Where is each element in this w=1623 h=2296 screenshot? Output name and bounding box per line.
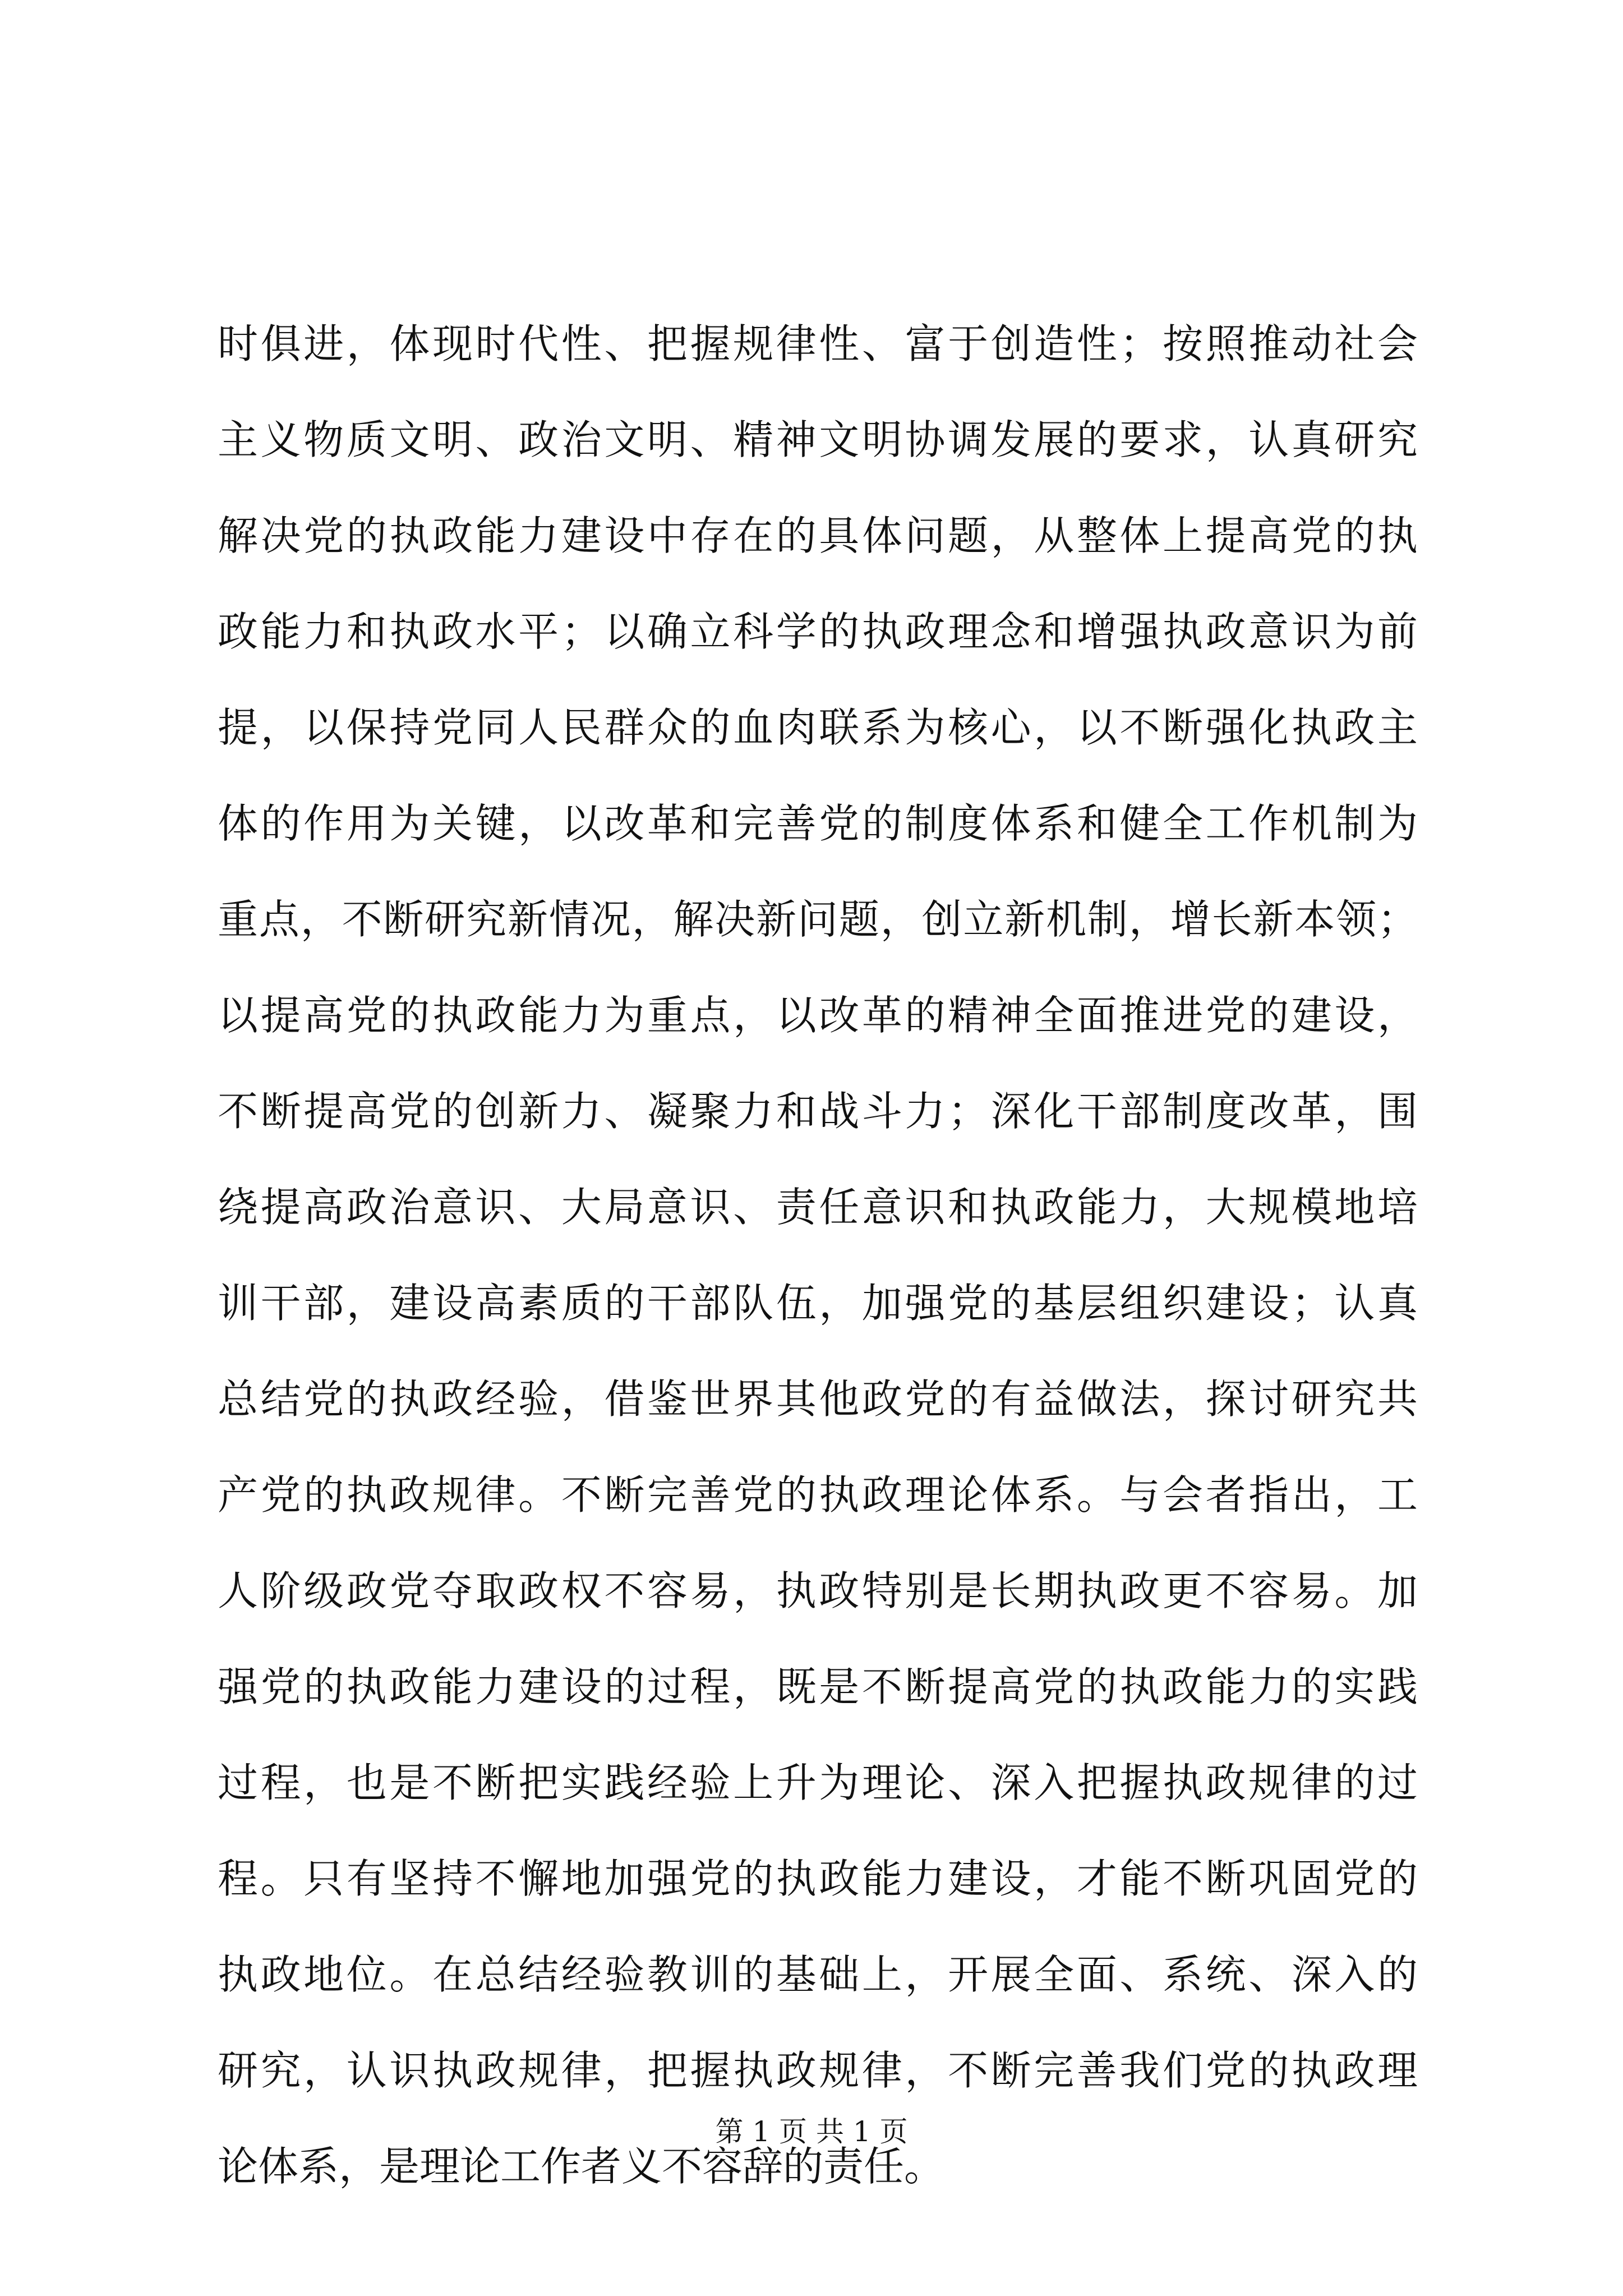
text-line: 体的作用为关键，以改革和完善党的制度体系和健全工作机制为 — [218, 800, 1418, 847]
text-line-last: 论体系，是理论工作者义不容辞的责任。 — [218, 2143, 945, 2190]
text-line: 以提高党的执政能力为重点，以改革的精神全面推进党的建设， — [218, 992, 1418, 1039]
text-line: 提，以保持党同人民群众的血肉联系为核心，以不断强化执政主 — [218, 704, 1418, 751]
text-line: 过程，也是不断把实践经验上升为理论、深入把握执政规律的过 — [218, 1759, 1418, 1806]
text-line: 绕提高政治意识、大局意识、责任意识和执政能力，大规模地培 — [218, 1184, 1418, 1231]
text-line: 产党的执政规律。不断完善党的执政理论体系。与会者指出，工 — [218, 1471, 1418, 1519]
text-line: 强党的执政能力建设的过程，既是不断提高党的执政能力的实践 — [218, 1663, 1418, 1710]
text-line: 程。只有坚持不懈地加强党的执政能力建设，才能不断巩固党的 — [218, 1855, 1418, 1902]
text-line: 训干部，建设高素质的干部队伍，加强党的基层组织建设；认真 — [218, 1280, 1418, 1327]
text-line: 主义物质文明、政治文明、精神文明协调发展的要求，认真研究 — [218, 416, 1418, 463]
text-line: 人阶级政党夺取政权不容易，执政特别是长期执政更不容易。加 — [218, 1567, 1418, 1614]
text-line: 执政地位。在总结经验教训的基础上，开展全面、系统、深入的 — [218, 1951, 1418, 1998]
text-line: 重点，不断研究新情况，解决新问题，创立新机制，增长新本领； — [218, 896, 1418, 943]
body-paragraph — [218, 296, 1418, 2215]
text-line: 解决党的执政能力建设中存在的具体问题，从整体上提高党的执 — [218, 512, 1418, 559]
text-line: 政能力和执政水平；以确立科学的执政理念和增强执政意识为前 — [218, 608, 1418, 655]
text-line: 总结党的执政经验，借鉴世界其他政党的有益做法，探讨研究共 — [218, 1375, 1418, 1423]
text-line: 不断提高党的创新力、凝聚力和战斗力；深化干部制度改革，围 — [218, 1088, 1418, 1135]
page-number-footer: 第 1 页 共 1 页 — [715, 2115, 908, 2148]
text-line: 研究，认识执政规律，把握执政规律，不断完善我们党的执政理 — [218, 2047, 1418, 2094]
text-line: 时俱进，体现时代性、把握规律性、富于创造性；按照推动社会 — [218, 320, 1418, 367]
